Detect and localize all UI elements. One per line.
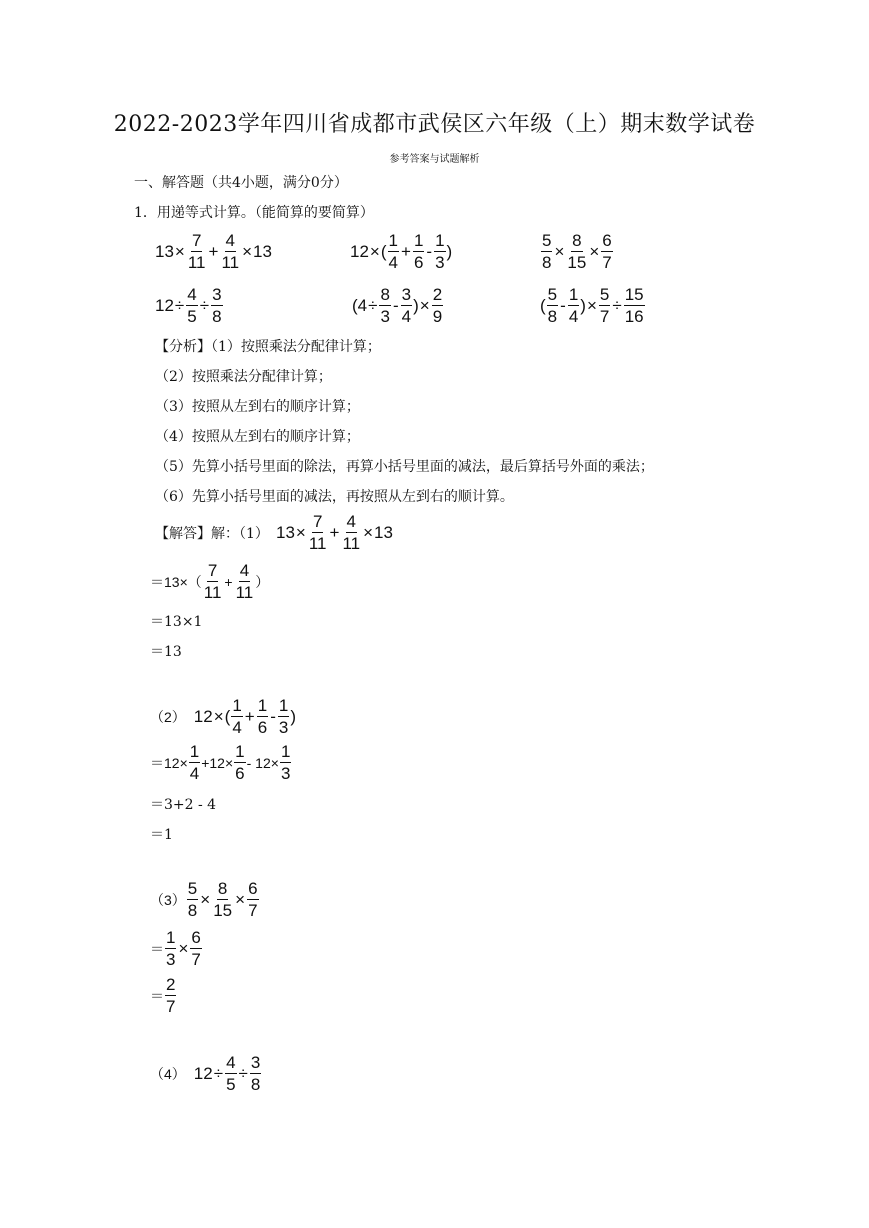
math-token: ÷ <box>213 1064 224 1083</box>
math-token: × <box>363 523 374 542</box>
analysis-line-6: （6）先算小括号里面的减法，再按照从左到右的顺计算。 <box>155 489 514 505</box>
solution-3-step-1 <box>150 929 203 968</box>
solution-1-step-1 <box>150 562 269 601</box>
fraction <box>235 562 255 601</box>
numerator: 6 <box>248 879 258 898</box>
math-token: 12 <box>193 707 213 726</box>
numerator: 4 <box>226 1053 236 1072</box>
solution-2-step-1 <box>150 743 292 782</box>
math-token: +12× <box>201 754 234 771</box>
denominator: 3 <box>435 253 445 272</box>
numerator: 5 <box>187 879 198 898</box>
denominator: 11 <box>235 583 254 602</box>
fraction <box>432 286 443 325</box>
math-token: ÷ <box>368 296 378 315</box>
math-token: + <box>401 242 411 261</box>
denominator: 11 <box>221 253 240 272</box>
math-token: × <box>242 242 253 261</box>
denominator: 9 <box>432 307 443 326</box>
math-token: + <box>329 523 340 542</box>
fraction <box>187 232 207 271</box>
analysis-line-2: （2）按照乘法分配律计算； <box>155 369 332 385</box>
math-token: × <box>174 242 185 261</box>
fraction <box>247 880 258 919</box>
math-token: 13 <box>155 242 174 261</box>
denominator: 7 <box>166 997 176 1016</box>
numerator: 7 <box>207 561 218 580</box>
denominator: 4 <box>388 253 398 272</box>
fraction <box>413 232 424 271</box>
math-token: × <box>586 296 597 315</box>
denominator: 8 <box>250 1075 261 1094</box>
math-token: 12 <box>193 1064 213 1083</box>
analysis-line-5: （5）先算小括号里面的除法，再算小括号里面的减法，最后算括号外面的乘法； <box>155 459 654 475</box>
solution-2-step-3: ＝1 <box>150 827 173 843</box>
numerator: 1 <box>568 285 579 304</box>
fraction <box>568 286 579 325</box>
denominator: 6 <box>235 764 245 783</box>
math-token: ＝ <box>150 940 164 957</box>
denominator: 11 <box>187 253 206 272</box>
fraction <box>257 697 268 736</box>
numerator: 3 <box>212 285 222 304</box>
denominator: 6 <box>257 718 268 737</box>
denominator: 4 <box>189 764 200 783</box>
fraction <box>220 232 240 271</box>
math-token: ( <box>380 242 387 261</box>
fraction <box>434 232 445 271</box>
denominator: 16 <box>624 307 644 326</box>
fraction <box>541 232 552 271</box>
fraction <box>231 697 242 736</box>
numerator: 1 <box>235 742 245 761</box>
numerator: 4 <box>225 231 236 250</box>
math-token: + <box>224 573 233 590</box>
math-token: × <box>419 296 430 315</box>
fraction <box>211 286 222 325</box>
denominator: 8 <box>542 253 552 272</box>
fraction <box>599 286 610 325</box>
fraction <box>203 562 223 601</box>
fraction <box>566 232 587 271</box>
fraction <box>308 513 328 552</box>
solution-1-step-3: ＝13 <box>150 644 182 660</box>
solution-1-expression <box>276 513 393 552</box>
denominator: 15 <box>213 901 233 920</box>
numerator: 4 <box>239 561 250 580</box>
fraction <box>212 880 233 919</box>
numerator: 8 <box>572 231 582 250</box>
math-token: ) <box>290 707 297 726</box>
math-token: + <box>244 707 255 726</box>
math-token: ÷ <box>238 1064 248 1083</box>
math-token: ＝13×（ <box>150 573 202 590</box>
denominator: 7 <box>191 950 201 969</box>
denominator: 7 <box>599 307 610 326</box>
math-token: 13 <box>276 523 295 542</box>
numerator: 4 <box>346 512 357 531</box>
denominator: 3 <box>166 950 176 969</box>
analysis-label: 【分析】 <box>155 339 211 355</box>
denominator: 5 <box>187 307 197 326</box>
solution-2-step-2: ＝3+2 - 4 <box>150 797 217 813</box>
math-token: × <box>589 242 600 261</box>
problem-2 <box>350 232 452 271</box>
problem-5 <box>352 286 444 325</box>
numerator: 2 <box>166 975 176 994</box>
analysis-line-4: （4）按照从左到右的顺序计算； <box>155 429 360 445</box>
math-token: ＝12× <box>150 754 188 771</box>
analysis-line-1: 【分析】（1）按照乘法分配律计算； <box>155 339 381 355</box>
solution-3-expression <box>150 880 260 919</box>
math-token: × <box>178 939 189 958</box>
math-token: ÷ <box>199 296 210 315</box>
math-token: 13 <box>374 523 393 542</box>
fraction <box>187 880 198 919</box>
math-token: ） <box>255 573 270 590</box>
math-token: 13 <box>253 242 272 261</box>
denominator: 8 <box>212 307 222 326</box>
math-token: 12 <box>155 296 174 315</box>
numerator: 1 <box>189 742 200 761</box>
numerator: 15 <box>624 285 644 304</box>
analysis-line-3: （3）按照从左到右的顺序计算； <box>155 399 360 415</box>
denominator: 4 <box>232 718 242 737</box>
denominator: 8 <box>187 901 198 920</box>
fraction <box>234 743 245 782</box>
solution-label-line: 【解答】解：（1） <box>155 526 269 542</box>
math-token: - <box>426 242 433 261</box>
fraction <box>280 743 291 782</box>
math-token: ( <box>352 296 358 315</box>
denominator: 3 <box>278 718 289 737</box>
fraction <box>225 1054 236 1093</box>
numerator: 7 <box>312 512 323 531</box>
numerator: 8 <box>217 879 228 898</box>
math-token: ＝ <box>150 987 164 1004</box>
math-token: ) <box>580 296 586 315</box>
numerator: 4 <box>187 285 197 304</box>
fraction <box>547 286 558 325</box>
problem-1 <box>155 232 272 271</box>
problem-3 <box>540 232 614 271</box>
math-token: × <box>295 523 306 542</box>
fraction <box>379 286 390 325</box>
problem-4 <box>155 286 224 325</box>
fraction <box>190 929 201 968</box>
solution-label: 【解答】 <box>155 526 211 542</box>
fraction <box>165 929 176 968</box>
math-token: 12 <box>350 242 369 261</box>
denominator: 7 <box>248 901 258 920</box>
math-token: ( <box>540 296 546 315</box>
fraction <box>341 513 361 552</box>
math-token: ) <box>446 242 453 261</box>
denominator: 4 <box>568 307 579 326</box>
math-token: × <box>369 242 380 261</box>
math-token: × <box>235 890 246 909</box>
denominator: 11 <box>342 534 361 553</box>
math-token: ) <box>413 296 419 315</box>
numerator: 1 <box>257 696 268 715</box>
denominator: 11 <box>308 534 327 553</box>
denominator: 11 <box>203 583 222 602</box>
solution-3-step-2 <box>150 976 177 1015</box>
math-token: × <box>200 890 211 909</box>
denominator: 3 <box>280 764 291 783</box>
fraction <box>601 232 612 271</box>
math-token: × <box>213 707 224 726</box>
fraction <box>189 743 200 782</box>
numerator: 8 <box>380 285 390 304</box>
denominator: 4 <box>401 307 412 326</box>
math-token: - <box>270 707 276 726</box>
fraction <box>250 1054 261 1093</box>
math-token: 4 <box>357 296 368 315</box>
denominator: 6 <box>413 253 424 272</box>
numerator: 1 <box>166 928 176 947</box>
math-token: + <box>208 242 219 261</box>
denominator: 8 <box>547 307 558 326</box>
math-token: （4） <box>150 1065 186 1082</box>
fraction <box>165 976 176 1015</box>
fraction <box>624 286 645 325</box>
numerator: 5 <box>547 285 558 304</box>
numerator: 5 <box>542 231 552 250</box>
numerator: 1 <box>435 231 445 250</box>
numerator: 3 <box>250 1053 261 1072</box>
fraction <box>278 697 289 736</box>
fraction <box>186 286 197 325</box>
fraction <box>388 232 399 271</box>
page-subtitle: 参考答案与试题解析 <box>389 154 480 165</box>
solution-4-expression <box>150 1054 262 1093</box>
denominator: 15 <box>567 253 587 272</box>
math-token: ÷ <box>612 296 622 315</box>
numerator: 7 <box>191 231 202 250</box>
numerator: 1 <box>280 742 291 761</box>
numerator: 3 <box>401 285 412 304</box>
math-token: - <box>560 296 566 315</box>
solution-1-step-2: ＝13×1 <box>150 614 203 630</box>
denominator: 3 <box>380 307 390 326</box>
page-title: 2022-2023学年四川省成都市武侯区六年级（上）期末数学试卷 <box>113 112 756 137</box>
numerator: 1 <box>388 231 398 250</box>
numerator: 6 <box>191 928 201 947</box>
numerator: 6 <box>602 231 612 250</box>
numerator: 1 <box>232 696 242 715</box>
math-token: （2） <box>150 708 186 725</box>
math-token: × <box>554 242 565 261</box>
math-token: （3） <box>150 891 186 908</box>
problem-6 <box>540 286 646 325</box>
numerator: 1 <box>278 696 289 715</box>
denominator: 5 <box>226 1075 236 1094</box>
question-1: 1．用递等式计算。（能简算的要简算） <box>134 205 374 221</box>
fraction <box>401 286 412 325</box>
section-heading: 一、解答题（共4小题，满分0分） <box>134 175 348 191</box>
math-token: - 12× <box>246 754 279 771</box>
math-token: ( <box>224 707 231 726</box>
solution-2-expression <box>150 697 296 736</box>
math-token: ÷ <box>174 296 185 315</box>
numerator: 5 <box>599 285 610 304</box>
denominator: 7 <box>602 253 612 272</box>
math-token: - <box>392 296 399 315</box>
numerator: 2 <box>432 285 443 304</box>
numerator: 1 <box>413 231 424 250</box>
